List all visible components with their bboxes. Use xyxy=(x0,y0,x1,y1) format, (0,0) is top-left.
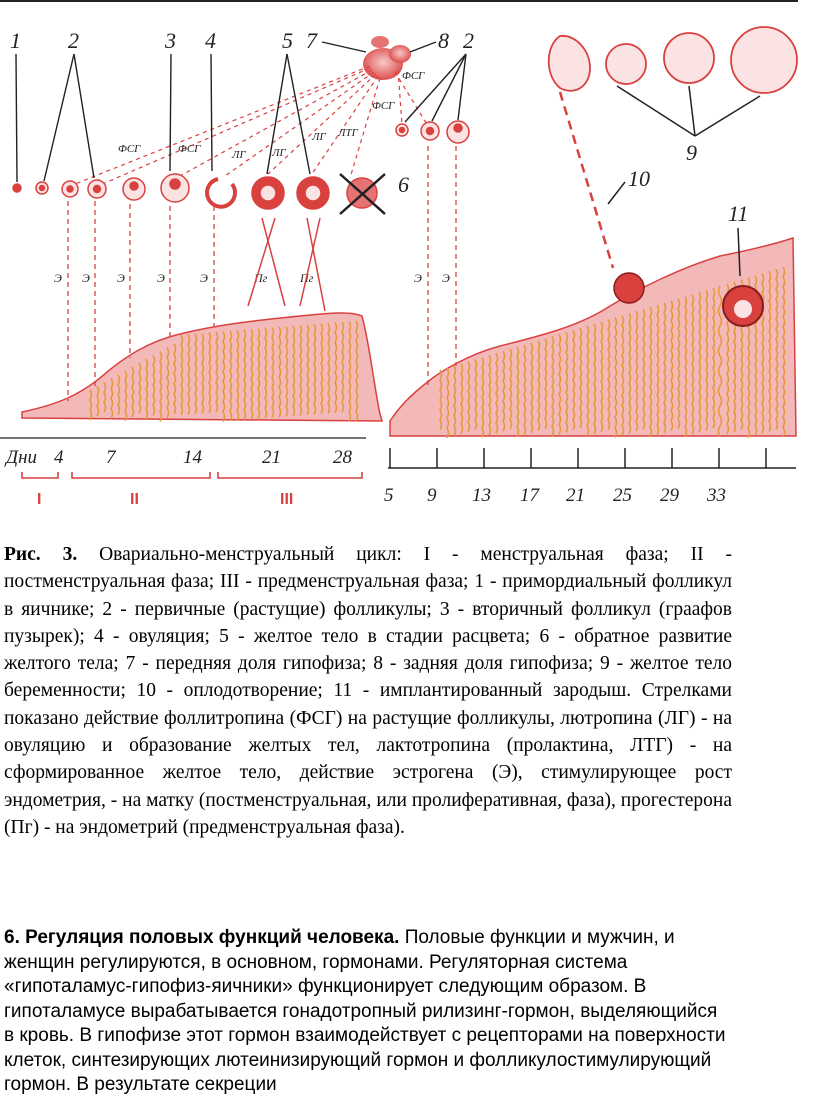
top-rule xyxy=(0,0,798,2)
estrogen-label: Э xyxy=(200,271,208,285)
fsh-label: ФСГ xyxy=(118,143,141,155)
lh-label: ЛГ xyxy=(272,147,286,159)
corpus-luteum-of-pregnancy xyxy=(549,27,797,93)
estrogen-label: Э xyxy=(157,271,165,285)
estrogen-label: Э xyxy=(442,271,450,285)
estrogen-label: Э xyxy=(117,271,125,285)
day-tick-label: 5 xyxy=(384,485,394,506)
lh-label: ЛГ xyxy=(312,131,326,143)
progesterone-label: Пг xyxy=(300,271,314,285)
day-tick-label: 21 xyxy=(262,447,281,468)
phase-label: III xyxy=(280,491,294,508)
phase-brackets xyxy=(22,472,362,478)
figure-label: 10 xyxy=(628,166,650,191)
day-tick-label: 14 xyxy=(183,447,202,468)
estrogen-label: Э xyxy=(54,271,62,285)
day-tick-label: 25 xyxy=(613,485,632,506)
figure-label: 6 xyxy=(398,172,409,197)
figure-caption xyxy=(4,541,732,841)
figure-label: 2 xyxy=(68,28,79,53)
day-tick-label: 29 xyxy=(660,485,679,506)
figure-label: 3 xyxy=(165,28,176,53)
figure-label: 9 xyxy=(686,140,697,165)
caption-text: Овариально-менструальный цикл: I - менструальная фаза; II - постменструальная фаза; III - предменструальная фаза; 1 - примордиальный фолликул в яичнике; 2 - первичные (растущие) фолликулы; 3 - вторичный фолликул (граафов пузырек); 4 - овуляция; 5 - желтое тело в стадии расцвета; 6 - обратное развитие желтого тела; 7 - передняя доля гипофиза; 8 - задняя доля гипофиза; 9 - желтое тело беременности; 10 - оплодотворение; 11 - имплантированный зародыш. Стрелками показано действие фоллитропина (ФСГ) на растущие фолликулы, лютропина (ЛГ) - на овуляцию и образование желтых тел, лактотропина (пролактина, ЛТГ) - на сформированное желтое тело, действие эстрогена (Э), стимулирующее рост эндометрия, - на матку (постменструальная, или пролиферативная, фаза), прогестерона (Пг) - на эндометрий (предменструальная фаза). xyxy=(4,544,732,838)
fsh-label: ФСГ xyxy=(372,100,395,112)
section-text: Половые функции и мужчин, и женщин регулируются, в основном, гормонами. Регуляторная система «гипоталамус-гипофиз-яичники» функционирует следующим образом. В гипоталамусе вырабатывается гонадотропный рилизинг-гормон, выделяющийся в кровь. В гипофизе этот гормон взаимодействует с рецепторами на поверхности клеток, синтезирующих лютеинизирующий гормон и фолликулостимулирующий гормон. В результате секреции xyxy=(4,927,726,1095)
figure-label: 1 xyxy=(10,28,21,53)
figure-label: 4 xyxy=(205,28,216,53)
day-tick-label: 17 xyxy=(520,485,539,506)
days-axis-label: Дни xyxy=(6,447,38,468)
day-tick-label: 7 xyxy=(106,447,116,468)
figure-label: 8 xyxy=(438,28,449,53)
day-tick-label: 21 xyxy=(566,485,585,506)
day-tick-label: 9 xyxy=(427,485,437,506)
ltg-label: ЛТГ xyxy=(338,127,358,139)
day-tick-label: 13 xyxy=(472,485,491,506)
progesterone-label: Пг xyxy=(254,271,268,285)
day-tick-label: 33 xyxy=(707,485,726,506)
zygote xyxy=(614,273,644,303)
fsh-label: ФСГ xyxy=(178,143,201,155)
figure-label: 11 xyxy=(728,201,749,226)
figure-label: 5 xyxy=(282,28,293,53)
caption-label: Рис. 3. xyxy=(4,544,78,565)
fsh-label: ФСГ xyxy=(402,70,425,82)
estrogen-label: Э xyxy=(414,271,422,285)
figure-label: 7 xyxy=(306,28,317,53)
day-tick-label: 4 xyxy=(54,447,64,468)
phase-label: II xyxy=(130,491,139,508)
estrogen-label: Э xyxy=(82,271,90,285)
ovarian-menstrual-cycle-figure xyxy=(0,6,816,526)
section-heading: 6. Регуляция половых функций человека. xyxy=(4,927,400,948)
figure-label: 2 xyxy=(463,28,474,53)
lh-label: ЛГ xyxy=(232,149,246,161)
phase-label: I xyxy=(37,491,42,508)
day-tick-label: 28 xyxy=(333,447,352,468)
section-paragraph xyxy=(4,926,732,1098)
